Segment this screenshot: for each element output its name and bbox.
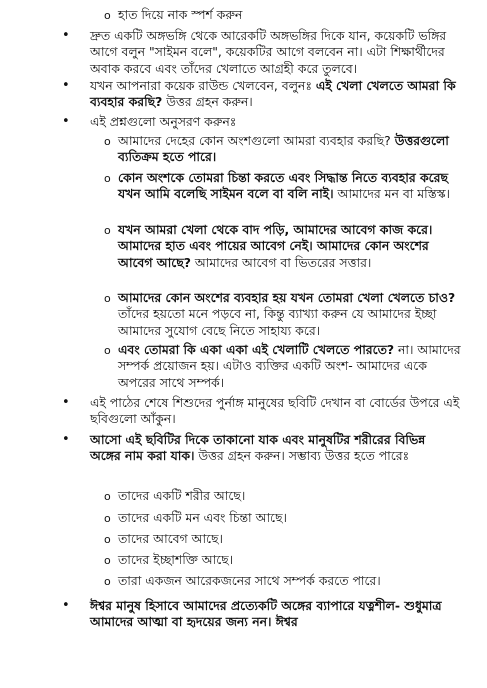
list-item-text (90, 78, 460, 111)
list-item-text (90, 395, 460, 428)
circle-bullet-icon: o (104, 344, 111, 357)
list-item-text (118, 510, 462, 526)
plain-text: তাদের আবেগ আছে। (118, 531, 223, 546)
circle-bullet-icon: o (104, 575, 111, 588)
list-item-text (118, 552, 462, 568)
circle-bullet-icon: o (104, 224, 111, 237)
list-item-text (118, 573, 462, 589)
bold-text: এই খেলা খেলতে আমরা কি ব্যবহার করছি? (90, 78, 456, 110)
plain-text: তারা একজন আরেকজনের সাথে সম্পর্ক করতে পারে। (118, 573, 381, 588)
bullet-icon: • (62, 395, 70, 410)
circle-bullet-icon: o (104, 135, 111, 148)
bold-text: আমাদের কোন অংশের ব্যবহার হয় যখন তোমরা খেলা খেলতে চাও? (118, 290, 456, 305)
list-item-text (118, 290, 462, 339)
plain-text: এই পাঠের শেষে শিশুদের পুর্নাঙ্গ মানুষের ছবিটি দেখান বা বোর্ডের উপরে এই ছবিগুলো আঁকুন। (90, 395, 460, 427)
list-item-text (118, 7, 462, 23)
bold-text: কোন অংশকে তোমরা চিন্তা করতে এবং সিদ্ধান্ত নিতে ব্যবহার করেছ যখন আমি বলেছি সাইমন বলে বা বলি নাই। (118, 170, 448, 202)
bold-text: উত্তরগুলো ব্যতিক্রম হতে পারে। (118, 133, 449, 165)
plain-text: যখন আপনারা কয়েক রাউন্ড খেলবেন, বলুনঃ (90, 78, 316, 93)
plain-text: তাঁদের হয়তো মনে পড়বে না, কিন্তু ব্যাখ্যা করুন যে আমাদের ইচ্ছা আমাদের সুযোগ বেছে নিতে সাহায্য করে। (118, 306, 437, 338)
list-item-text (118, 222, 462, 271)
bold-text: যখন আমরা খেলা থেকে বাদ পড়ি, আমাদের আবেগ কাজ করে। আমাদের হাত এবং পায়ের আবেগ নেই। আমাদের কোন অংশের আবেগ আছে? (118, 222, 433, 270)
circle-bullet-icon: o (104, 512, 111, 525)
list-item-text (90, 598, 460, 631)
bullet-icon: • (62, 432, 70, 447)
bold-text: আসো এই ছবিটির দিকে তাকানো যাক এবং মানুষটির শরীরের বিভিন্ন অঙ্গের নাম করা যাক। (90, 432, 426, 464)
plain-text: উত্তর গ্রহন করুন। (162, 94, 253, 110)
circle-bullet-icon: o (104, 9, 111, 22)
list-item-text (118, 342, 462, 391)
list-item-text (90, 432, 460, 465)
circle-bullet-icon: o (104, 533, 111, 546)
plain-text: উত্তর গ্রহন করুন। সম্ভাব্য উত্তর হতে পারেঃ (194, 448, 410, 464)
plain-text: আমাদের দেহের কোন অংশগুলো আমরা ব্যবহার করছি? (118, 133, 395, 148)
list-item-text (118, 488, 462, 504)
list-item-text (118, 531, 462, 547)
plain-text: এই প্রশ্নগুলো অনুসরণ করুনঃ (90, 114, 237, 129)
list-item-text (90, 28, 460, 77)
plain-text: দ্রুত একটি অঙ্গভঙ্গি থেকে আরেকটি অঙ্গভঙ্গির দিকে যান, কয়েকটি ভঙ্গির আগে বলুন "সাইমন বলে", কয়েকটির আগে বলবেন না। এটা শিক্ষার্থীদের অবাক করবে এবং তাঁদের খেলাতে আগ্রহী করে তুলবে। (90, 28, 447, 76)
bullet-icon: • (62, 78, 70, 93)
circle-bullet-icon: o (104, 554, 111, 567)
bullet-icon: • (62, 28, 70, 43)
plain-text: তাদের একটি শরীর আছে। (118, 488, 246, 503)
plain-text: না। আমাদের সম্পর্ক প্রয়োজন হয়। এটাও ব্যক্তির একটি অংশ- আমাদের একে অপরের সাথে সম্পর্ক। (118, 342, 461, 390)
plain-text: আমাদের মন বা মস্তিস্ক। (333, 186, 450, 202)
plain-text: হাত দিয়ে নাক স্পর্শ করুন (118, 7, 243, 22)
circle-bullet-icon: o (104, 490, 111, 503)
list-item-text (90, 114, 460, 130)
circle-bullet-icon: o (104, 292, 111, 305)
plain-text: তাদের ইচ্ছাশক্তি আছে। (118, 552, 234, 567)
circle-bullet-icon: o (104, 172, 111, 185)
bullet-icon: • (62, 114, 70, 129)
plain-text: তাদের একটি মন এবং চিন্তা আছে। (118, 510, 287, 525)
list-item-text (118, 133, 462, 166)
bold-text: ঈশ্বর মানুষ হিসাবে আমাদের প্রত্যেকটি অঙ্গের ব্যাপারে যত্নশীল- শুধুমাত্র আমাদের আত্মা বা হৃদয়ের জন্য নন। ঈশ্বর (90, 598, 442, 630)
list-item-text (118, 170, 462, 203)
bullet-icon: • (62, 598, 70, 613)
plain-text: আমাদের আবেগ বা ভিতরের সত্তার। (190, 254, 372, 270)
bold-text: এবং তোমরা কি একা একা এই খেলাটি খেলতে পারতে? (118, 342, 395, 357)
